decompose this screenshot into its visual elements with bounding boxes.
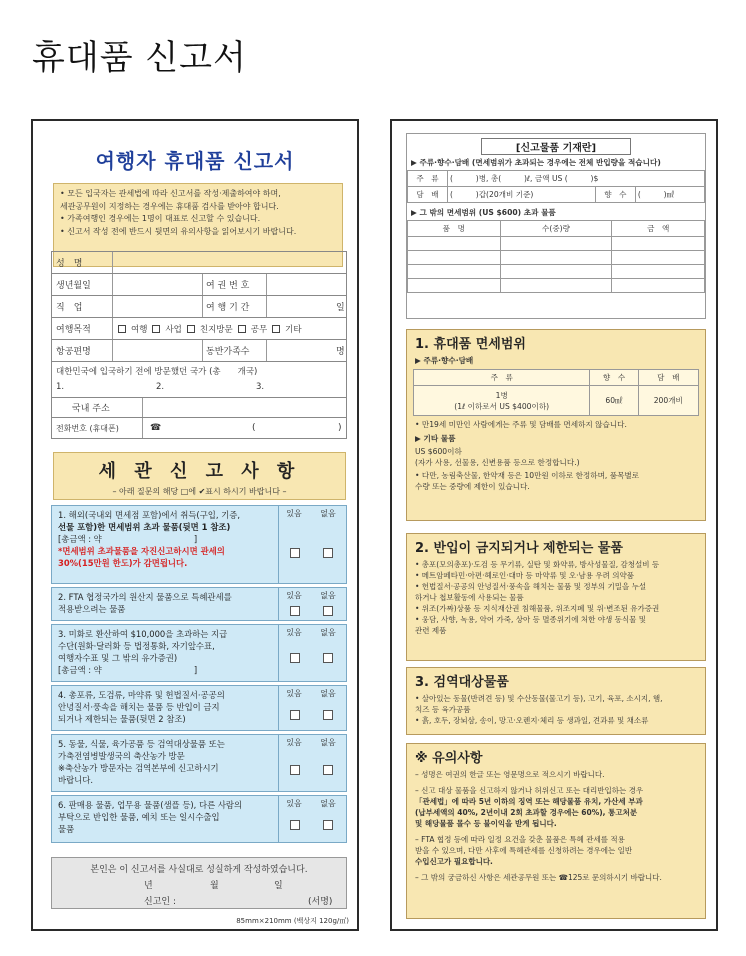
size-note: 85mm×210mm (백상지 120g/㎡): [236, 917, 349, 925]
restricted-item: • 위조(가짜)상품 등 지식재산권 침해물품, 위조지폐 및 위·변조된 유가증권: [415, 604, 660, 613]
question-line: 가축전염병발생국의 축산농가 방문: [58, 751, 185, 761]
purpose-option: 기타: [285, 324, 302, 335]
restricted-item: • 웅담, 사향, 녹용, 악어 가죽, 상아 등 멸종위기에 처한 야생 동식물 및: [415, 615, 646, 624]
sign-year: 년: [144, 881, 153, 891]
val-tobacco: 200개비: [638, 386, 698, 416]
section-1-title: 1. 휴대품 면세범위: [415, 337, 526, 352]
phone-paren-right: ): [338, 423, 342, 433]
no-checkbox[interactable]: [323, 710, 333, 720]
declaration-form-front: [31, 119, 359, 931]
section-1-sub: ▶ 주류·향수·담배: [415, 356, 474, 365]
caution-item: 및 해당물품 몰수 등 불이익을 받게 됩니다.: [415, 819, 557, 828]
purpose-option: 공무: [250, 324, 268, 335]
entry-line-1: ▶ 주류·향수·담배 (면세범위가 초과되는 경우에는 전체 반입량을 적습니다): [411, 158, 661, 167]
perfume-detail: ( )㎖: [635, 187, 704, 203]
section-3-title: 3. 검역대상물품: [415, 675, 509, 690]
question-line: 5. 동물, 식물, 육가공품 등 검역대상물품 또는: [58, 739, 225, 749]
section-1-note: • 다만, 농림축산물, 한약재 등은 10만원 이하로 한정하며, 품목별로: [415, 471, 640, 480]
question-line: 되거나 제한되는 물품(뒷면 2 참조): [58, 714, 186, 724]
yes-checkbox[interactable]: [290, 710, 300, 720]
question-5: [51, 734, 347, 792]
no-label: 없음: [320, 738, 336, 747]
yes-label: 있음: [286, 628, 302, 637]
no-label: 없음: [320, 591, 336, 600]
no-label: 없음: [320, 689, 336, 698]
other-item-cell[interactable]: [500, 251, 612, 265]
no-checkbox[interactable]: [323, 606, 333, 616]
yes-label: 있음: [286, 591, 302, 600]
label-address: 국내 주소: [72, 404, 110, 414]
question-line: 바랍니다.: [58, 775, 94, 785]
phone-icon: ☎: [150, 423, 162, 433]
caution-item: 「관세법」에 따라 5년 이하의 징역 또는 해당물품 유치, 가산세 부과: [415, 797, 643, 806]
yes-checkbox[interactable]: [290, 606, 300, 616]
purpose-checkbox[interactable]: [118, 325, 126, 333]
caution-item: – 성명은 여권의 한글 또는 영문명으로 적으시기 바랍니다.: [415, 770, 605, 779]
quarantine-item: 치즈 등 육가공품: [415, 705, 471, 714]
question-line: 6. 판매용 물품, 업무용 물품(샘플 등), 다른 사람의: [58, 800, 243, 810]
quarantine-list: [407, 693, 705, 726]
row-phone: [51, 417, 347, 439]
declaration-title: 세 관 신 고 사 항: [98, 461, 301, 482]
label-companions: 동반가족수: [206, 347, 250, 357]
question-line: [총금액 : 약 ]: [58, 665, 198, 675]
question-line: 여행자수표 및 그 밖의 유가증권): [58, 653, 178, 663]
question-2: [51, 587, 347, 621]
col-tobacco: 담 배: [638, 370, 698, 386]
alcohol-label: 주 류: [408, 171, 448, 187]
restricted-item: • 메트암페타민·아편·헤로인·대마 등 마약류 및 오·남용 우려 의약품: [415, 571, 635, 580]
row-visited: [51, 361, 347, 397]
caution-item: – 그 밖의 궁금하신 사항은 세관공무원 또는 ☎125로 문의하시기 바랍니다.: [415, 873, 662, 882]
visited-num: 1.: [56, 382, 65, 392]
restricted-item: 하거나 첩보활동에 사용되는 물품: [415, 593, 524, 602]
form-title: 여행자 휴대품 신고서: [95, 149, 295, 173]
restricted-item: 관련 제품: [415, 626, 447, 635]
restricted-list: [407, 559, 705, 636]
entry-title: [신고물품 기재란]: [481, 138, 631, 155]
tobacco-detail: ( )갑(20개비 기준): [448, 187, 596, 203]
visited-num: 2.: [156, 382, 165, 392]
declaration-header: [53, 452, 346, 500]
label-flight: 항공편명: [56, 347, 91, 357]
label-purpose: 여행목적: [56, 325, 91, 335]
restricted-item: • 헌법질서·공공의 안녕질서·풍속을 해치는 물품 및 정부의 기밀을 누설: [415, 582, 647, 591]
question-line: 물품: [58, 824, 75, 834]
question-line: 부탁으로 반입한 물품, 예치 또는 일시수출입: [58, 812, 220, 822]
row-name: [51, 251, 347, 273]
sign-statement: 본인은 이 신고서를 사실대로 성실하게 작성하였습니다.: [90, 865, 308, 875]
section-2-title: 2. 반입이 금지되거나 제한되는 물품: [415, 541, 623, 556]
phone-paren-left: (: [252, 423, 256, 433]
other-item-cell[interactable]: [408, 237, 501, 251]
question-line: [총금액 : 약 ]: [58, 534, 198, 544]
yes-checkbox[interactable]: [290, 820, 300, 830]
question-line: 3. 미화로 환산하여 $10,000을 초과하는 지급: [58, 629, 228, 639]
other-item-cell[interactable]: [612, 279, 705, 293]
question-text: [58, 628, 280, 676]
question-6: [51, 795, 347, 843]
signature-label: (서명): [308, 897, 333, 907]
restricted-item: • 총포(모의총포)·도검 등 무기류, 실탄 및 화약류, 방사성물질, 감청설비 등: [415, 560, 660, 569]
other-items-table: [407, 220, 705, 293]
col-qty: 수(중)량: [500, 221, 612, 237]
section-cautions: [406, 743, 706, 919]
caution-item: – FTA 협정 등에 따라 일정 요건을 갖춘 물품은 특혜 관세를 적용: [415, 835, 625, 844]
entry-line-2: ▶ 그 밖의 면세범위 (US $600) 초과 물품: [411, 208, 556, 217]
purpose-options: [114, 318, 348, 339]
question-4: [51, 685, 347, 731]
val-alcohol: 1병 (1ℓ 이하로서 US $400이하): [414, 386, 590, 416]
signer-label: 신고인 :: [144, 897, 176, 907]
visited-num: 3.: [256, 382, 265, 392]
col-item: 품 명: [408, 221, 501, 237]
no-checkbox[interactable]: [323, 653, 333, 663]
caution-item: 수입신고가 필요합니다.: [415, 857, 493, 866]
question-text: [58, 689, 280, 725]
yes-label: 있음: [286, 799, 302, 808]
question-red-line: 30%(15만원 한도)가 감면됩니다.: [58, 558, 188, 568]
yes-checkbox[interactable]: [290, 548, 300, 558]
tobacco-label: 담 배: [408, 187, 448, 203]
question-text: [58, 591, 280, 615]
label-phone: 전화번호 (휴대폰): [56, 423, 119, 433]
row-birth: [51, 273, 347, 295]
col-alcohol: 주 류: [414, 370, 590, 386]
no-label: 없음: [320, 628, 336, 637]
notice-line: • 신고서 작성 전에 반드시 뒷면의 유의사항을 읽어보시기 바랍니다.: [60, 226, 297, 236]
purpose-option: 친지방문: [199, 324, 233, 335]
question-line: 안녕질서·풍속을 해치는 물품 등 반입이 금지: [58, 702, 220, 712]
other-item-cell[interactable]: [500, 237, 612, 251]
section-1-note: • 만19세 미만인 사람에게는 주류 및 담배를 면세하지 않습니다.: [415, 420, 627, 429]
purpose-checkbox[interactable]: [152, 325, 160, 333]
section-4-title: ※ 유의사항: [415, 751, 483, 766]
no-checkbox[interactable]: [323, 548, 333, 558]
yes-label: 있음: [286, 738, 302, 747]
section-1-note: 수량 또는 중량에 제한이 있습니다.: [415, 482, 530, 491]
question-line: ※축산농가 방문자는 검역본부에 신고하시기: [58, 763, 219, 773]
caution-item: 받을 수 있으며, 다만 사후에 특혜관세를 신청하려는 경우에는 일반: [415, 846, 633, 855]
yes-checkbox[interactable]: [290, 765, 300, 775]
label-birth: 생년월일: [56, 281, 91, 291]
section-restricted: [406, 533, 706, 661]
question-text: [58, 738, 280, 786]
row-address: [51, 397, 347, 417]
purpose-option: 사업: [165, 324, 182, 335]
purpose-option: 여행: [131, 324, 148, 335]
val-perfume: 60㎖: [590, 386, 638, 416]
other-item-cell[interactable]: [408, 251, 501, 265]
col-amount: 금 액: [612, 221, 705, 237]
other-item-cell[interactable]: [612, 251, 705, 265]
notice-line: • 모든 입국자는 관세법에 따라 신고서를 작성·제출하여야 하며,: [60, 189, 281, 198]
question-line: 1. 해외(국내외 면세점 포함)에서 취득(구입, 기증,: [58, 510, 241, 520]
label-name: 성 명: [56, 259, 83, 269]
question-red-line: *면세범위 초과물품을 자진신고하시면 관세의: [58, 546, 225, 556]
other-item-cell[interactable]: [612, 265, 705, 279]
alcohol-detail: ( )병, 총( )ℓ, 금액 US ( )$: [448, 171, 705, 187]
perfume-label: 향 수: [595, 187, 635, 203]
question-1: [51, 505, 347, 584]
question-text: [58, 799, 280, 835]
notice-line: 세관공무원이 지정하는 경우에는 휴대품 검사를 받아야 합니다.: [60, 201, 279, 211]
yes-checkbox[interactable]: [290, 653, 300, 663]
entry-table: [407, 170, 705, 203]
col-perfume: 향 수: [590, 370, 638, 386]
caution-item: (납부세액의 40%, 2년이내 2회 초과할 경우에는 60%), 통고처분: [415, 808, 638, 817]
row-job: [51, 295, 347, 317]
declaration-form-back: [390, 119, 718, 931]
sign-day: 일: [274, 881, 283, 891]
caution-list: [407, 769, 705, 883]
sign-month: 월: [210, 881, 219, 891]
declaration-subtitle: – 아래 질문의 해당 □에 ✔표시 하시기 바랍니다 –: [112, 487, 287, 496]
duty-free-table: [413, 369, 699, 416]
question-line: 2. FTA 협정국가의 원산지 물품으로 특혜관세를: [58, 592, 232, 602]
row-purpose: [51, 317, 347, 339]
label-passport: 여 권 번 호: [206, 281, 250, 291]
row-flight: [51, 339, 347, 361]
section-1-etc: US $600이하: [415, 447, 462, 456]
question-text: [58, 509, 280, 569]
yes-label: 있음: [286, 689, 302, 698]
notice-line: • 가족여행인 경우에는 1명이 대표로 신고할 수 있습니다.: [60, 214, 261, 223]
purpose-checkbox[interactable]: [272, 325, 280, 333]
label-period: 여 행 기 간: [206, 303, 250, 313]
other-item-cell[interactable]: [612, 237, 705, 251]
signature-box: [51, 857, 347, 909]
label-persons: 명: [336, 347, 345, 357]
question-line: 선물 포함)한 면세범위 초과 물품(뒷면 1 참조): [58, 522, 231, 532]
section-1-sub2: ▶ 기타 물품: [415, 434, 456, 443]
other-item-cell[interactable]: [408, 279, 501, 293]
purpose-checkbox[interactable]: [238, 325, 246, 333]
question-line: 적용받으려는 물품: [58, 604, 126, 614]
entry-block: [406, 133, 706, 319]
label-days: 일: [336, 303, 345, 313]
quarantine-item: • 살아있는 동물(반려견 등) 및 수산동물(물고기 등), 고기, 육포, 소시지, 햄,: [415, 694, 663, 703]
no-checkbox[interactable]: [323, 765, 333, 775]
other-item-cell[interactable]: [500, 279, 612, 293]
section-duty-free: [406, 329, 706, 521]
question-line: 4. 총포류, 도검류, 마약류 및 헌법질서·공공의: [58, 690, 225, 700]
purpose-checkbox[interactable]: [187, 325, 195, 333]
page-title: 휴대품 신고서: [32, 38, 247, 78]
no-checkbox[interactable]: [323, 820, 333, 830]
label-visited: 대한민국에 입국하기 전에 방문했던 국가 (총 개국): [56, 367, 258, 377]
no-label: 없음: [320, 509, 336, 518]
question-line: 수단(원화·달러화 등 법정통화, 자기앞수표,: [58, 641, 215, 651]
caution-item: – 신고 대상 물품을 신고하지 않거나 허위신고 또는 대리반입하는 경우: [415, 786, 644, 795]
section-quarantine: [406, 667, 706, 735]
question-3: [51, 624, 347, 682]
yes-label: 있음: [286, 509, 302, 518]
no-label: 없음: [320, 799, 336, 808]
other-item-cell[interactable]: [500, 265, 612, 279]
other-item-cell[interactable]: [408, 265, 501, 279]
quarantine-item: • 흙, 호두, 장뇌삼, 송이, 망고·오렌지·체리 등 생과일, 견과류 및 채소류: [415, 716, 649, 725]
section-1-etc-note: (자가 사용, 선물용, 신변용품 등으로 한정합니다.): [415, 458, 580, 467]
label-job: 직 업: [56, 303, 83, 313]
